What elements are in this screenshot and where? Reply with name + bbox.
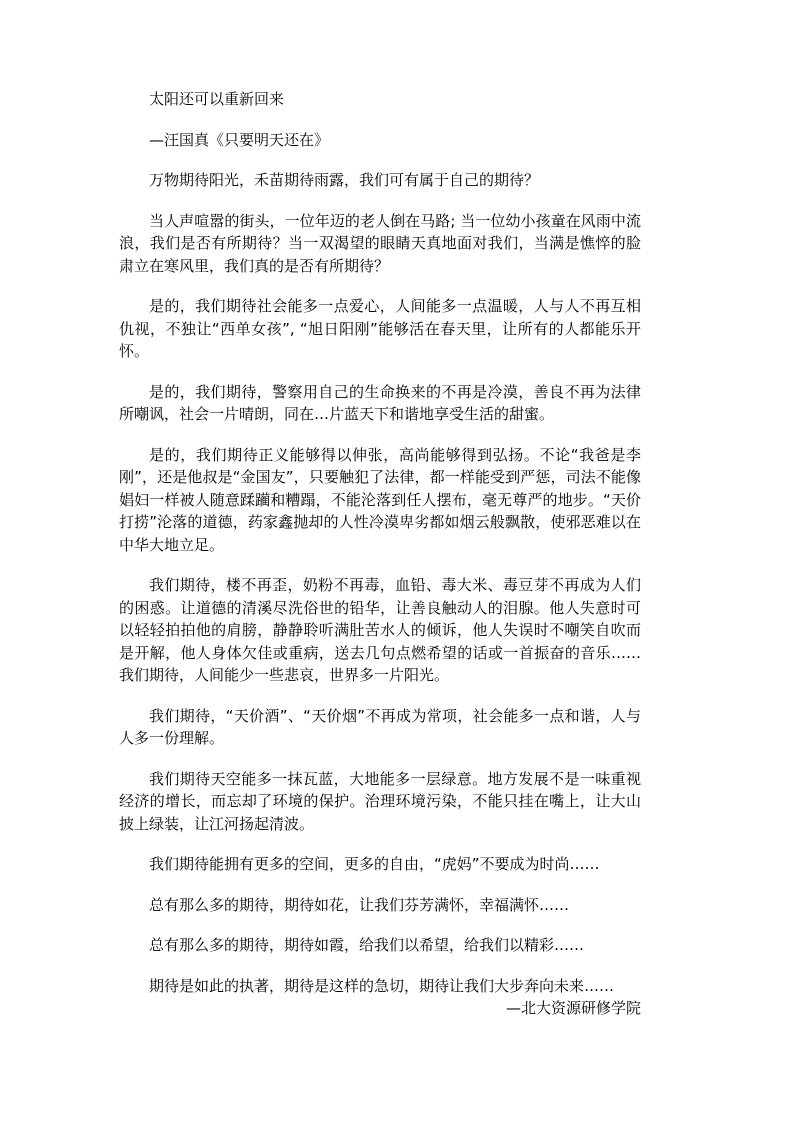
paragraph: 我们期待，楼不再歪，奶粉不再毒，血铅、毒大米、毒豆芽不再成为人们的困惑。让道德的清溪尽洗俗世的铅华，让善良触动人的泪腺。他人失意时可以轻轻拍拍他的肩膀，静静聆听满肚苦水人的倾诉，他人失误时不嘲笑自吹而是开解，他人身体欠佳或重病，送去几句点燃希望的话或一首振奋的音乐……我们期待，人间能少一些悲哀，世界多一片阳光。 [119,576,641,684]
document-title: 太阳还可以重新回来 [149,90,285,108]
paragraph: 当人声喧嚣的街头，一位年迈的老人倒在马路; 当一位幼小孩童在风雨中流浪，我们是否有所期待？当一双渴望的眼睛天真地面对我们，当满是憔悴的脸肃立在寒风里，我们真的是否有所期待？ [119,211,641,275]
paragraph: 我们期待能拥有更多的空间，更多的自由，“虎妈”不要成为时尚…… [149,855,600,873]
paragraph: 是的，我们期待社会能多一点爱心，人间能多一点温暖，人与人不再互相仇视，不独让“西单女孩”, “旭日阳刚”能够活在春天里，让所有的人都能乐开怀。 [119,297,641,360]
document-signature: —北大资源研修学院 [505,999,641,1017]
paragraph: 我们期待，“天价酒”、“天价烟”不再成为常项，社会能多一点和谐，人与人多一份理解。 [119,706,641,747]
document-byline: —汪国真《只要明天还在》 [149,130,330,149]
paragraph: 总有那么多的期待，期待如霞，给我们以希望，给我们以精彩…… [149,936,585,954]
paragraph: 是的，我们期待，警察用自己的生命换来的不再是冷漠，善良不再为法律所嘲讽，社会一片晴朗，同在…片蓝天下和谐地享受生活的甜蜜。 [119,382,641,423]
paragraph: 期待是如此的执著，期待是这样的急切，期待让我们大步奔向未来…… [149,976,615,995]
paragraph: 我们期待天空能多一抹瓦蓝，大地能多一层绿意。地方发展不是一味重视经济的增长，而忘却了环境的保护。治理环境污染，不能只挂在嘴上，让大山披上绿装，让江河扬起清波。 [119,769,641,833]
paragraph: 总有那么多的期待，期待如花，让我们芬芳满怀，幸福满怀…… [149,895,570,914]
paragraph: 万物期待阳光，禾苗期待雨露，我们可有属于自己的期待？ [149,171,540,189]
paragraph: 是的，我们期待正义能够得以伸张，高尚能够得到弘扬。不论“我爸是李刚”，还是他叔是“金国友”，只要触犯了法律，都一样能受到严惩，司法不能像娼妇一样被人随意蹂躏和糟蹋，不能沦落到任人摆布，毫无尊严的地步。“天价打捞”沦落的道德，药家鑫抛却的人性冷漠卑劣都如烟云般飘散，使邪恶难以在中华大地立足。 [119,445,641,554]
document-body [119,88,641,1020]
